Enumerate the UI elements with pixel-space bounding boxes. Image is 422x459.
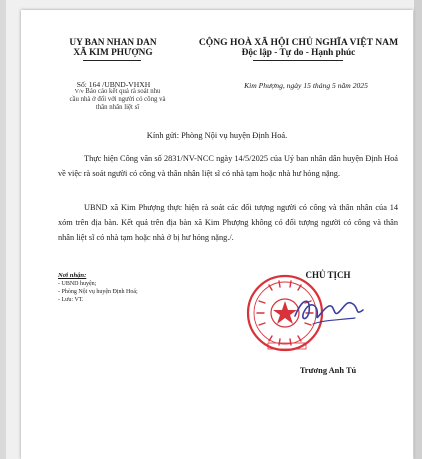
signature-icon (289, 286, 369, 336)
seal-ribbon-icon (267, 341, 307, 351)
document-subject (45, 88, 190, 112)
national-title: CỘNG HOÀ XÃ HỘI CHỦ NGHĨA VIỆT NAM (198, 37, 399, 48)
document-number: Số: 164 /UBND-VHXH (76, 80, 151, 89)
recipients-item: - Lưu: VT. (58, 296, 84, 303)
body-paragraph-2: UBND xã Kim Phượng thực hiện rà soát các đối tượng người có công và thân nhân của 14 xóm trên địa bàn. Kết quả trên địa bàn xã Kim Phượng không có đối tượng người có công và thân nhân liệt sĩ có nhà tạm hoặc nhà ở bị hư hỏng nặng./. (58, 203, 398, 243)
national-motto: Độc lập - Tự do - Hạnh phúc (241, 48, 356, 58)
place-and-date: Kim Phượng, ngày 15 tháng 5 năm 2025 (244, 81, 368, 90)
subject-line-2: cầu nhà ở đối với người có công và (69, 96, 166, 103)
recipients-title: Nơi nhận: (58, 272, 87, 279)
agency-divider (83, 60, 141, 61)
recipients-item: - Phòng Nội vụ huyện Định Hoá; (58, 288, 138, 295)
recipients-item: - UBND huyện; (58, 281, 97, 287)
signer-name: Trương Anh Tú (299, 366, 357, 375)
document-page (21, 10, 413, 459)
viewer-left-edge (0, 0, 6, 459)
viewer-scrollbar[interactable] (414, 0, 422, 459)
recipients-list (58, 281, 198, 304)
subject-line-3: thân nhân liệt sĩ (95, 104, 140, 111)
body-paragraph-1: Thực hiện Công văn số 2831/NV-NCC ngày 14/5/2025 của Uỷ ban nhân dân huyện Định Hoá về việc rà soát người có công và thân nhân liệt sĩ có nhà tạm hoặc nhà hư hỏng nặng. (58, 154, 398, 179)
subject-prefix: V/v (74, 89, 84, 95)
agency-line-1: UY BAN NHAN DAN (69, 38, 157, 48)
signer-title: CHỦ TỊCH (305, 270, 351, 280)
subject-line-1: Báo cáo kết quả rà soát nhu (85, 88, 161, 95)
recipient-line: Kính gửi: Phòng Nội vụ huyện Định Hoá. (146, 131, 288, 140)
agency-line-2: XÃ KIM PHƯỢNG (73, 48, 153, 58)
motto-divider (253, 60, 343, 61)
